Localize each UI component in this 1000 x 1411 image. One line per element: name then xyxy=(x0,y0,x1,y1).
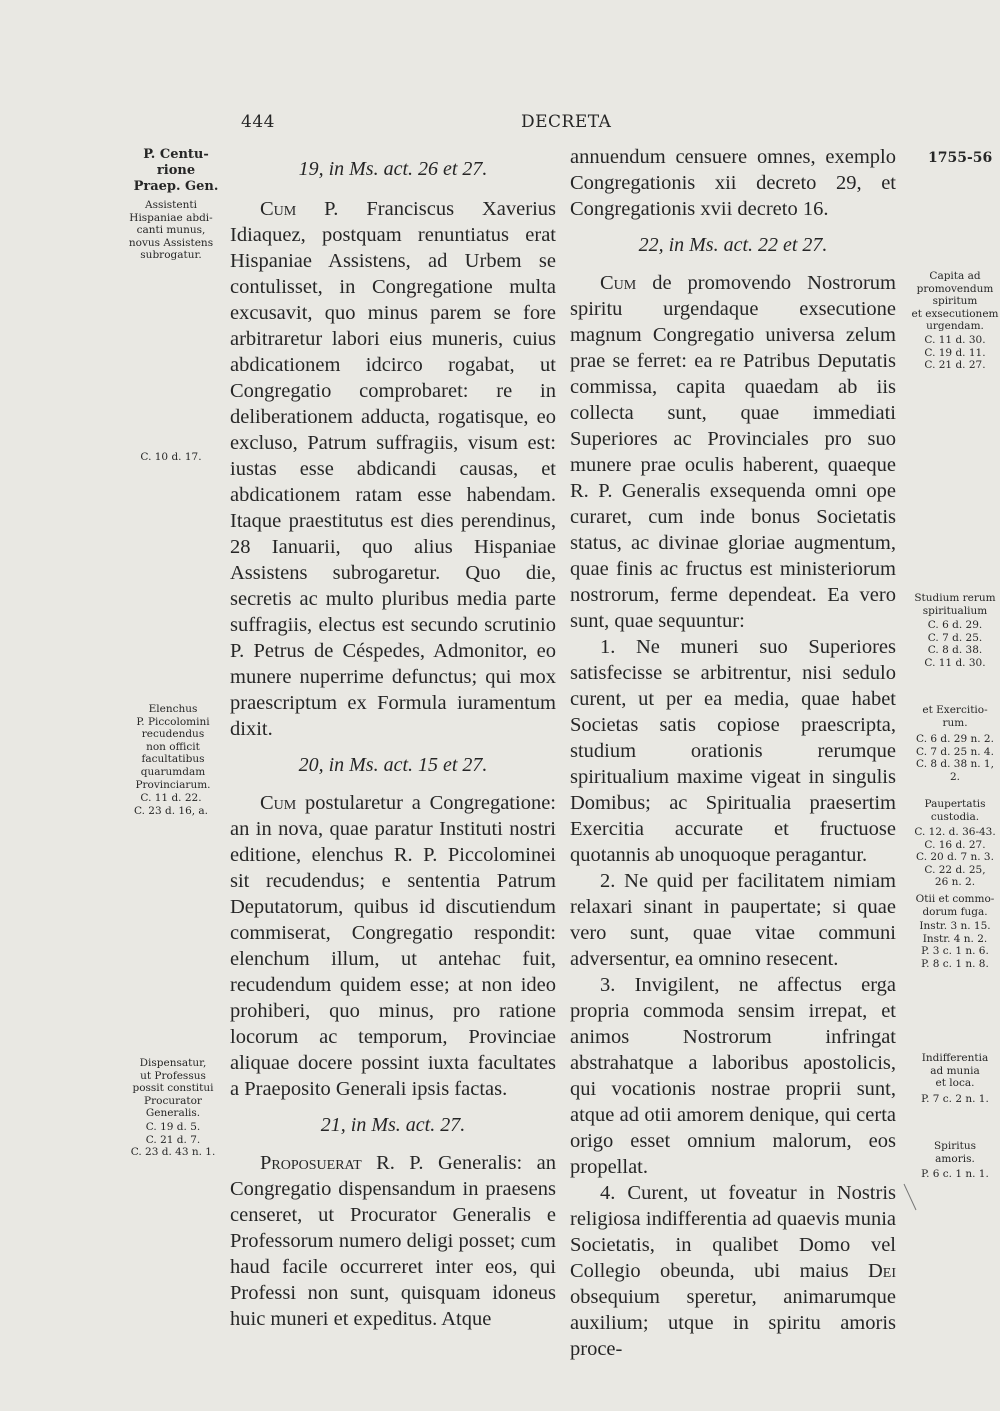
decree-22-item-3: 3. Invigilent, ne affectus erga propria commoda sensim irrepat, et animos Nostrorum infringat abstrahatque a laboribus apostolicis, qui vocationis nostrae proprii sunt, atque ad otii amorem denique, qui certa origo esset omnium malorum, eos propellat. xyxy=(570,974,896,1178)
decree-21-initial: Proposuerat xyxy=(260,1152,362,1174)
margin-note-spiritus: Spiritus amoris. xyxy=(933,1140,977,1165)
item-4-text-a: 4. Curent, ut foveatur in Nostris religiosa indifferentia ad quaevis munia Societatis, in qualibet Domo vel Collegio obeunda, ubi maius xyxy=(570,1182,896,1282)
decree-22-text xyxy=(570,270,896,634)
decree-20-text xyxy=(230,790,556,1102)
item-4-dei: Dei xyxy=(867,1260,896,1282)
margin-note-exercitia: et Exercitio- rum. xyxy=(922,704,988,729)
margin-ref-otii: Instr. 3 n. 15. Instr. 4 n. 2. P. 3 c. 1 n. 6. P. 8 c. 1 n. 8. xyxy=(919,920,991,970)
decree-22-heading: 22, in Ms. act. 22 et 27. xyxy=(638,234,828,256)
running-head: DECRETA xyxy=(521,112,612,132)
decree-21-body: R. P. Generalis: an Congregatio dispensandum in praesens censeret, ut Procurator Generalis e Professorum numero deligi posset; cum haud facile occurreret inter eos, qui Professi non sunt, quisquam idoneus huic muneri et expeditus. Atque xyxy=(230,1152,556,1330)
item-4-text-b: obsequium speretur, animarumque auxilium; utque in spiritu amoris proce- xyxy=(570,1286,896,1360)
margin-note-praepositus: P. Centu- rione Praep. Gen. xyxy=(133,147,219,194)
decree-21-text xyxy=(230,1150,556,1332)
decree-22-initial: Cum xyxy=(600,272,637,294)
decree-22-item-2: 2. Ne quid per facilitatem nimiam relaxari sinant in paupertate; si quae vero sunt, quae vitae communi adversentur, ea omnino resecent. xyxy=(570,870,896,970)
margin-ref-spiritus: P. 6 c. 1 n. 1. xyxy=(921,1168,989,1180)
margin-note-indifferentia: Indifferentia ad munia et loca. xyxy=(921,1052,989,1090)
margin-note-assistenti: Assistenti Hispaniae abdi- canti munus, novus Assistens subrogatur. xyxy=(128,199,214,262)
decree-20-body: postularetur a Congregatione: an in nova, quae paratur Instituti nostri editione, elenchus R. P. Piccolominei sit recudendus; e sententia Patrum Deputatorum, quibus id discutiendum commiserat, Congregatio respondit: elenchum illum, ut antehac fuit, recudendum quidem esse; at non ideo prohiberi, quo minus, pro ratione locorum ac temporum, Provinciae aliquae docere possint iuxta facultates a Praeposito Generali ipsis factas. xyxy=(230,792,556,1100)
decree-20-heading: 20, in Ms. act. 15 et 27. xyxy=(298,754,488,776)
decree-20-initial: Cum xyxy=(260,792,297,814)
margin-note-otii: Otii et commo- dorum fuga. xyxy=(915,893,995,918)
margin-ref-indifferentia: P. 7 c. 2 n. 1. xyxy=(921,1093,989,1105)
decree-19-heading: 19, in Ms. act. 26 et 27. xyxy=(298,158,488,180)
margin-note-elenchus: Elenchus P. Piccolomini recudendus non officit facultatibus quarumdam Provinciarum. xyxy=(135,703,211,791)
decree-19-body: P. Franciscus Xaverius Idiaquez, postquam renuntiatus erat Hispaniae Assistens, ad Urbem se contulisset, in Congregatione multa excusavit, quo minus parem se fore arbitraretur labori eius muneris, cuius abdicationem idcirco rogabat, ut Congregatio comprobaret: re in deliberationem adducta, rogatisque, eo excluso, Patrum suffragiis, visum est: iustas esse abdicandi causas, et abdicationem ratam esse habendam. Itaque praestitutus est dies perendinus, 28 Ianuarii, quo alius Hispaniae Assistens subrogaretur. Quo die, secretis ac multo pluribus media parte suffragiis, electus est secundo scrutinio P. Petrus de Céspedes, Admonitor, eo munere nuperrime defunctus; qui mox praescriptum ex Formula iuramentum dixit. xyxy=(230,198,556,740)
decree-21-heading: 21, in Ms. act. 27. xyxy=(320,1114,466,1136)
margin-ref-paupertatis: C. 12. d. 36-43. C. 16 d. 27. C. 20 d. 7 n. 3. C. 22 d. 25, 26 n. 2. xyxy=(914,826,996,889)
decree-19-text xyxy=(230,196,556,742)
decree-21-continuation: annuendum censuere omnes, exemplo Congregationis xii decreto 29, et Congregationis xvii decreto 16. xyxy=(570,146,896,220)
margin-ref-dispensatur: C. 19 d. 5. C. 21 d. 7. C. 23 d. 43 n. 1. xyxy=(130,1121,216,1159)
margin-note-studium: Studium rerum spiritualium xyxy=(914,592,996,617)
pen-mark xyxy=(903,1183,917,1211)
margin-ref-exercitia: C. 6 d. 29 n. 2. C. 7 d. 25 n. 4. C. 8 d. 38 n. 1, 2. xyxy=(916,733,994,783)
margin-ref-studium: C. 6 d. 29. C. 7 d. 25. C. 8 d. 38. C. 11 d. 30. xyxy=(924,619,986,669)
margin-ref-elenchus: C. 11 d. 22. C. 23 d. 16, a. xyxy=(133,792,209,817)
margin-ref-capita: C. 11 d. 30. C. 19 d. 11. C. 21 d. 27. xyxy=(924,334,986,372)
decree-22-item-4 xyxy=(570,1180,896,1362)
decree-22-body: de promovendo Nostrorum spiritu urgendaque exsecutione magnum Congregatio universa zelum prae se ferret: ea re Patribus Deputatis commissa, capita quaedam ab iis collecta sunt, quae immediati Superiores ac Provinciales pro suo munere prae oculis haberent, quaeque R. P. Generalis exsequenda omni ope curaret, cum inde bonus Societatis status, ac divinae gloriae augmentum, quae finis ac fructus est ministeriorum nostrorum, ferme dependeat. Ea vero sunt, quae sequuntur: xyxy=(570,272,896,632)
text-column-left xyxy=(230,156,556,1332)
decree-19-initial: Cum xyxy=(260,198,297,220)
margin-note-capita: Capita ad promovendum spiritum et exsecutionem urgendam. xyxy=(911,270,999,333)
text-column-right xyxy=(570,144,896,1362)
year-head: 1755-56 xyxy=(928,150,993,166)
page-number: 444 xyxy=(241,112,275,132)
margin-ref-c10: C. 10 d. 17. xyxy=(140,451,202,463)
decree-22-item-1: 1. Ne muneri suo Superiores satisfecisse se arbitrentur, nisi sedulo curent, ut per ea media, quae habet Societas satis copiose praescripta, studium orationis rerumque spiritualium maxime vigeat in singulis Domibus; ac Spiritualia praesertim Exercitia accurate et fructuose quotannis ab unoquoque peragantur. xyxy=(570,636,896,866)
margin-note-paupertatis: Paupertatis custodia. xyxy=(924,798,986,823)
margin-note-dispensatur: Dispensatur, ut Professus possit constitui Procurator Generalis. xyxy=(132,1057,214,1120)
